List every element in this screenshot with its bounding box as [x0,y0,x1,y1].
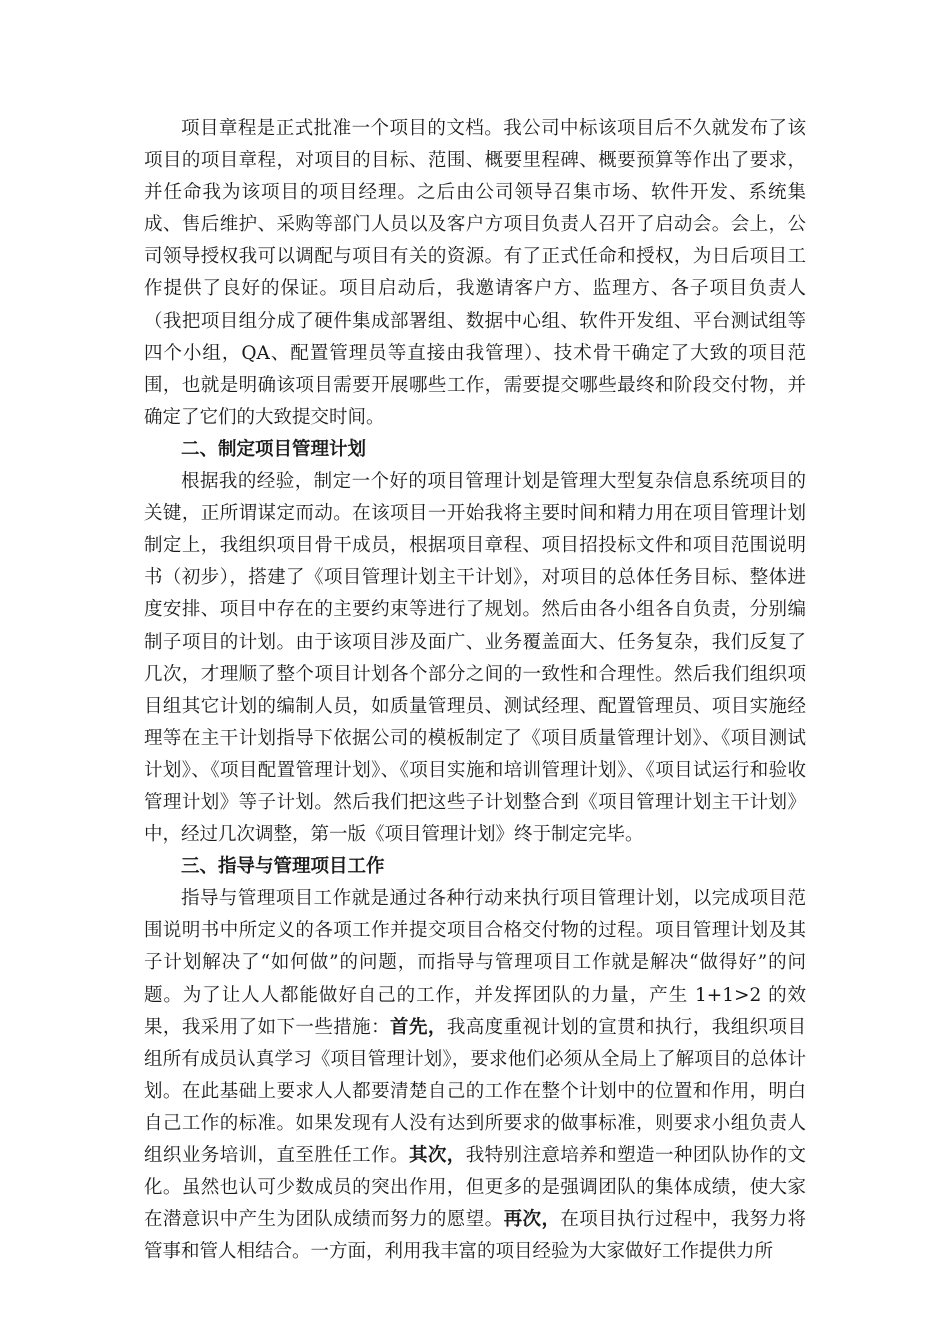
paragraph-direct-manage-intro: 指导与管理项目工作就是通过各种行动来执行项目管理计划，以完成项目范围说明书中所定义的各项工作并提交项目合格交付物的过程。项目管理计划及其子计划解决了“如何做”的问题，而指导与管理项目工作就是解决“做得好”的问题。为了让人人都能做好自己的工作，并发挥团队的力量，产生 1+1>2 的效果，我采用了如下一些措施： [144,888,806,1038]
document-body [144,113,806,1268]
section-heading-plan: 二、制定项目管理计划 [181,438,367,460]
bold-third-label: 再次， [503,1209,561,1231]
paragraph-direct-manage [144,883,806,1268]
bold-second-label: 其次， [408,1145,466,1166]
paragraph-management-plan: 根据我的经验，制定一个好的项目管理计划是管理大型复杂信息系统项目的关键，正所谓谋定而动。在该项目一开始我将主要时间和精力用在项目管理计划制定上，我组织项目骨干成员，根据项目章程、项目招投标文件和项目范围说明书（初步），搭建了《项目管理计划主干计划》，对项目的总体任务目标、整体进度安排、项目中存在的主要约束等进行了规划。然后由各小组各自负责，分别编制子项目的计划。由于该项目涉及面广、业务覆盖面大、任务复杂，我们反复了几次，才理顺了整个项目计划各个部分之间的一致性和合理性。然后我们组织项目组其它计划的编制人员，如质量管理员、测试经理、配置管理员、项目实施经理等在主干计划指导下依据公司的模板制定了《项目质量管理计划》、《项目测试计划》、《项目配置管理计划》、《项目实施和培训管理计划》、《项目试运行和验收管理计划》等子计划。然后我们把这些子计划整合到《项目管理计划主干计划》中，经过几次调整，第一版《项目管理计划》终于制定完毕。 [144,471,806,846]
bold-first-label: 首先， [390,1016,447,1038]
paragraph-direct-manage-third: 在项目执行过程中，我努力将管事和管人相结合。一方面，利用我丰富的项目经验为大家做好工作提供力所 [144,1209,806,1263]
paragraph-direct-manage-first: 我高度重视计划的宣贯和执行，我组织项目组所有成员认真学习《项目管理计划》，要求他们必须从全局上了解项目的总体计划。在此基础上要求人人都要清楚自己的工作在整个计划中的位置和作用，明白自己工作的标准。如果发现有人没有达到所要求的做事标准，则要求小组负责人组织业务培训，直至胜任工作。 [144,1016,806,1166]
paragraph-project-charter: 项目章程是正式批准一个项目的文档。我公司中标该项目后不久就发布了该项目的项目章程，对项目的目标、范围、概要里程碑、概要预算等作出了要求，并任命我为该项目的项目经理。之后由公司领导召集市场、软件开发、系统集成、售后维护、采购等部门人员以及客户方项目负责人召开了启动会。会上，公司领导授权我可以调配与项目有关的资源。有了正式任命和授权，为日后项目工作提供了良好的保证。项目启动后，我邀请客户方、监理方、各子项目负责人（我把项目组分成了硬件集成部署组、数据中心组、软件开发组、平台测试组等四个小组，QA、配置管理员等直接由我管理）、技术骨干确定了大致的项目范围，也就是明确该项目需要开展哪些工作，需要提交哪些最终和阶段交付物，并确定了它们的大致提交时间。 [144,118,806,428]
section-heading-direct-manage: 三、指导与管理项目工作 [181,856,385,878]
paragraph-direct-manage-second: 我特别注意培养和塑造一种团队协作的文化。虽然也认可少数成员的突出作用，但更多的是强调团队的集体成绩，使大家在潜意识中产生为团队成绩而努力的愿望。 [144,1145,806,1231]
